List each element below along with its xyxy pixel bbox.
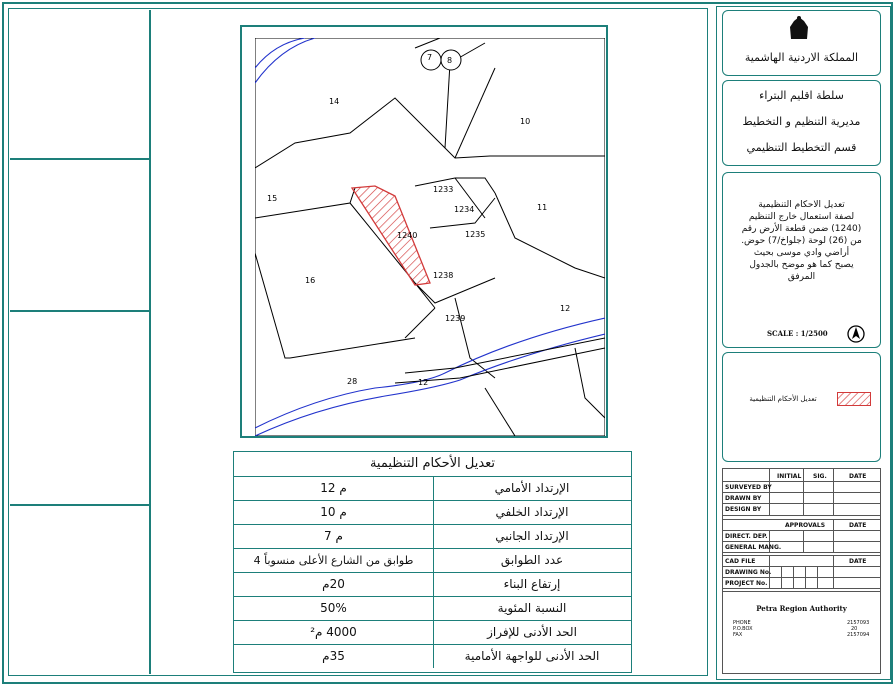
phone-value: 2157093 xyxy=(847,620,870,626)
legend-label: تعديل الأحكام التنظيمية xyxy=(749,395,817,403)
row-label: الإرتداد الأمامي xyxy=(494,481,570,495)
parcel-label: 8 xyxy=(447,56,453,65)
description-line: (1240) ضمن قطعة الأرض رقم xyxy=(741,224,862,234)
drawing-no-label: DRAWING No. xyxy=(725,569,772,576)
row-value: 4000 م² xyxy=(234,621,434,644)
cad-date-label: DATE xyxy=(849,558,867,565)
date-header: DATE xyxy=(849,473,867,480)
general-mang-label: GENERAL MANG. xyxy=(725,544,782,551)
table-row xyxy=(234,500,631,524)
row-value: م 10 xyxy=(234,501,434,524)
description-line: يصبح كما هو موضح بالجدول xyxy=(749,260,854,270)
table-row xyxy=(234,596,631,620)
parcel-label: 15 xyxy=(267,194,278,203)
row-value: 20م xyxy=(234,573,434,596)
parcel-label: 1233 xyxy=(433,185,454,194)
row-label: عدد الطوابق xyxy=(500,553,564,567)
cad-file-label: CAD FILE xyxy=(725,558,756,565)
table-row xyxy=(234,548,631,572)
scale-label: SCALE : 1/2500 xyxy=(767,329,828,338)
row-value: م 7 xyxy=(234,525,434,548)
parcel-label: 1235 xyxy=(465,230,486,239)
row-label: الحد الأدنى للإفراز xyxy=(487,625,577,639)
table-row xyxy=(234,476,631,500)
title-block xyxy=(722,468,881,674)
cadastral-map xyxy=(255,38,605,436)
table-row xyxy=(234,524,631,548)
row-label: الإرتداد الخلفي xyxy=(495,505,569,519)
row-value: م 12 xyxy=(234,477,434,500)
row-value: 50% xyxy=(234,597,434,620)
table-title: تعديل الأحكام التنظيمية xyxy=(369,456,496,471)
department-name: قسم التخطيط التنظيمي xyxy=(746,141,857,154)
sig-header: SIG. xyxy=(813,473,827,480)
row-value: 35م xyxy=(234,645,434,668)
north-arrow-icon xyxy=(847,325,865,343)
approvals-header: APPROVALS xyxy=(785,522,826,529)
parcel-label: 11 xyxy=(537,203,548,212)
description-line: من (26) لوحة (جلواخ/7) حوض. xyxy=(741,236,862,246)
kingdom-title: المملكة الاردنية الهاشمية xyxy=(744,51,859,64)
description-line: المرفق xyxy=(787,272,816,282)
table-row xyxy=(234,620,631,644)
description-box xyxy=(722,172,881,348)
description-line: لصفة استعمال خارج التنظيم xyxy=(748,212,855,222)
row-label: الحد الأدنى للواجهة الأمامية xyxy=(464,649,600,663)
legend-box xyxy=(722,352,881,462)
description-line: تعديل الاحكام التنظيمية xyxy=(758,200,845,210)
parcel-label: 1238 xyxy=(433,271,454,280)
surveyed-by-label: SURVEYED BY xyxy=(725,484,772,491)
parcel-label: 28 xyxy=(347,377,358,386)
initial-header: INITIAL xyxy=(777,473,802,480)
row-value: طوابق من الشارع الأعلى منسوباً 4 xyxy=(234,549,434,572)
pobox-value: 20 xyxy=(851,626,858,632)
description-line: أراضي وادي موسى بحيث xyxy=(753,248,850,258)
row-label: إرتفاع البناء xyxy=(503,577,561,591)
parcel-label: 10 xyxy=(520,117,531,126)
parcel-label: 1239 xyxy=(445,314,466,323)
org-name: Petra Region Authority xyxy=(756,604,847,613)
parcel-label: 16 xyxy=(305,276,316,285)
table-row xyxy=(234,572,631,596)
direct-dep-label: DIRECT. DEP. xyxy=(725,533,768,540)
fax-value: 2157094 xyxy=(847,632,870,638)
drawn-by-label: DRAWN BY xyxy=(725,495,762,502)
project-no-label: PROJECT No. xyxy=(725,580,768,587)
description-text xyxy=(725,199,878,283)
directorate-name: مديرية التنظيم و التخطيط xyxy=(742,115,861,128)
authority-box xyxy=(722,80,881,166)
table-row xyxy=(234,644,631,672)
authority-name: سلطة اقليم البتراء xyxy=(759,89,844,102)
regulations-table xyxy=(233,451,632,673)
parcel-label: 1240 xyxy=(397,231,418,240)
row-label: الإرتداد الجانبي xyxy=(495,529,569,543)
parcel-label: 7 xyxy=(427,53,433,62)
legend-hatch-swatch xyxy=(837,392,871,406)
crown-emblem-icon xyxy=(787,15,811,41)
row-label: النسبة المئوية xyxy=(497,601,567,615)
parcel-label: 14 xyxy=(329,97,340,106)
header-box xyxy=(722,10,881,76)
parcel-label: 12 xyxy=(418,378,429,387)
pobox-label: P.O.BOX xyxy=(733,626,753,632)
parcel-label: 12 xyxy=(560,304,571,313)
fax-label: FAX xyxy=(733,632,743,638)
phone-label: PHONE xyxy=(733,620,751,626)
parcel-label: 1234 xyxy=(454,205,475,214)
approvals-date-header: DATE xyxy=(849,522,867,529)
left-column xyxy=(10,10,151,674)
design-by-label: DESIGN BY xyxy=(725,506,762,513)
